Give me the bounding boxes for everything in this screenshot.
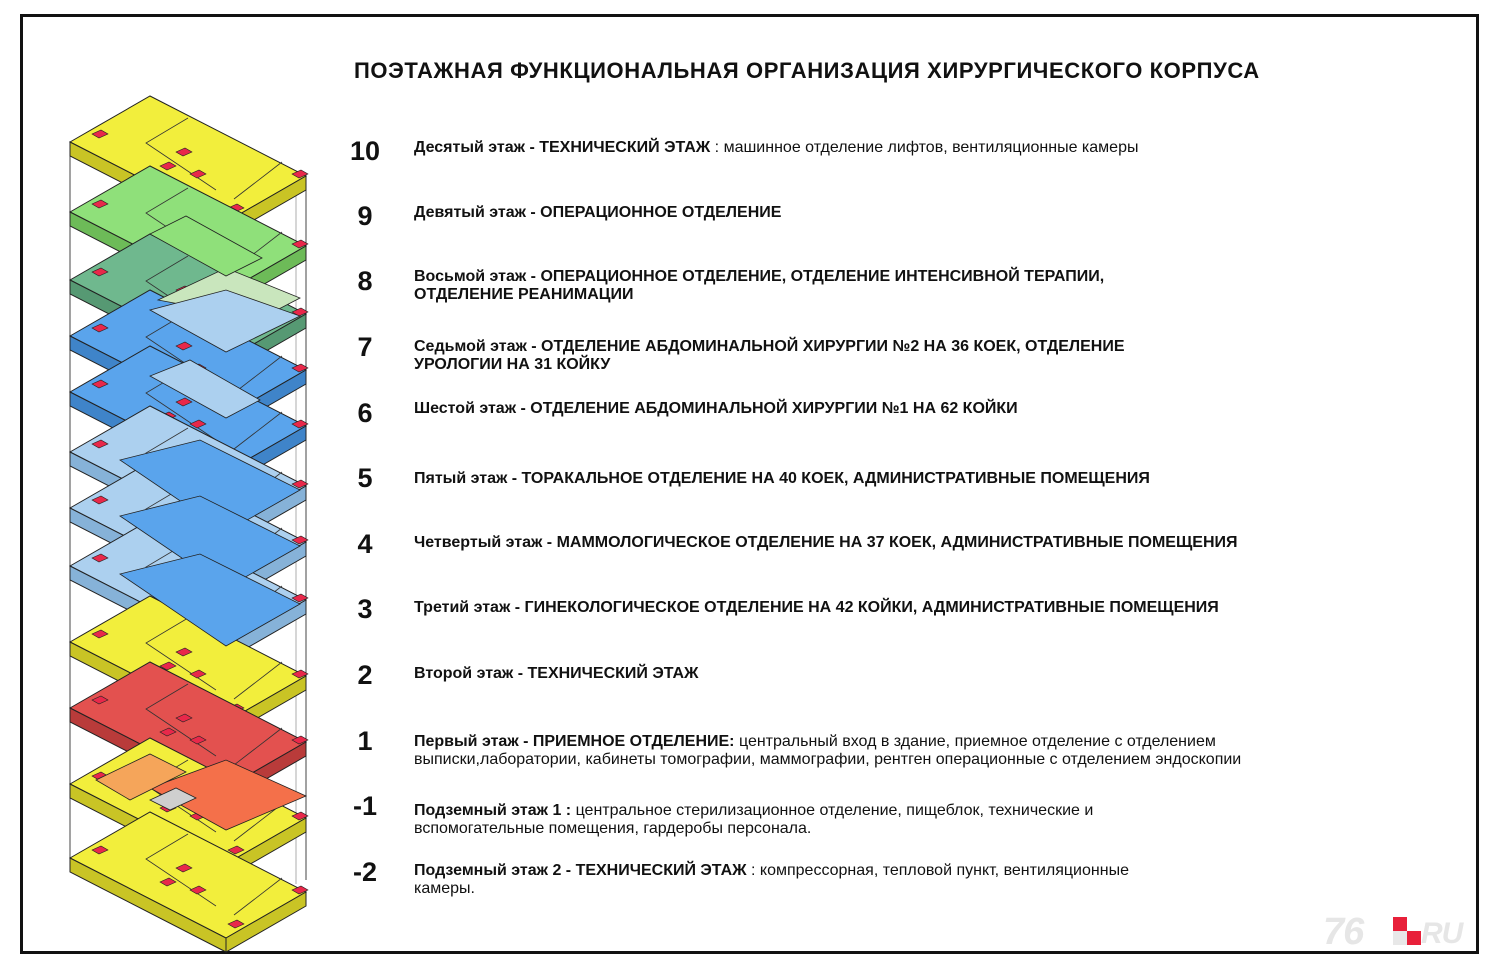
watermark-red-square <box>1407 931 1421 945</box>
floor-label: Третий этаж <box>414 599 511 616</box>
floor-number: 1 <box>357 726 373 756</box>
floor-department: ТЕХНИЧЕСКИЙ ЭТАЖ <box>575 862 747 879</box>
floor-separator: - <box>542 534 557 551</box>
floor-label: Пятый этаж <box>414 470 508 487</box>
floor-number: 8 <box>357 266 373 296</box>
floor-label: Четвертый этаж <box>414 534 543 551</box>
floor-label: Второй этаж <box>414 665 514 682</box>
floor-description <box>414 139 1404 157</box>
floor-department: ТЕХНИЧЕСКИЙ ЭТАЖ <box>527 665 699 682</box>
watermark-logo <box>1323 909 1463 953</box>
floor-label: Седьмой этаж <box>414 338 527 355</box>
floor-separator: - <box>510 599 525 616</box>
watermark-number: 76 <box>1323 911 1364 953</box>
floor-number: 10 <box>349 136 381 166</box>
floor-description <box>414 534 1404 552</box>
floor-department: ГИНЕКОЛОГИЧЕСКОЕ ОТДЕЛЕНИЕ НА 42 КОЙКИ, АДМИНИСТРАТИВНЫЕ ПОМЕЩЕНИЯ <box>524 599 1219 616</box>
floor-label: Восьмой этаж <box>414 268 527 285</box>
floor-number: 6 <box>357 398 373 428</box>
floor-separator: - <box>526 268 541 285</box>
page-title: ПОЭТАЖНАЯ ФУНКЦИОНАЛЬНАЯ ОРГАНИЗАЦИЯ ХИРУРГИЧЕСКОГО КОРПУСА <box>354 58 1260 83</box>
floor-label: Подземный этаж 1 <box>414 802 562 819</box>
floor-label: Подземный этаж 2 <box>414 862 562 879</box>
floor-number: -2 <box>352 857 377 887</box>
floor-description <box>414 400 1404 418</box>
floor-separator: - <box>518 733 533 750</box>
floor-department: ОПЕРАЦИОННОЕ ОТДЕЛЕНИЕ <box>540 204 782 221</box>
floor-department: ОТДЕЛЕНИЕ АБДОМИНАЛЬНОЙ ХИРУРГИИ №2 НА 36 КОЕК, ОТДЕЛЕНИЕ УРОЛОГИИ НА 31 КОЙКУ <box>414 338 1125 373</box>
floor-department: ТЕХНИЧЕСКИЙ ЭТАЖ <box>539 139 711 156</box>
floor-detail: : компрессорная, тепловой пункт, вентиляционные камеры. <box>414 862 1129 897</box>
floor-number: -1 <box>352 791 377 821</box>
floor-separator: - <box>516 400 531 417</box>
floor-department: ОПЕРАЦИОННОЕ ОТДЕЛЕНИЕ, ОТДЕЛЕНИЕ ИНТЕНСИВНОЙ ТЕРАПИИ, ОТДЕЛЕНИЕ РЕАНИМАЦИИ <box>414 268 1105 303</box>
floor-description <box>414 599 1404 617</box>
floor-description <box>414 802 1134 837</box>
floor-separator: - <box>525 139 540 156</box>
floor-department: МАММОЛОГИЧЕСКОЕ ОТДЕЛЕНИЕ НА 37 КОЕК, АДМИНИСТРАТИВНЫЕ ПОМЕЩЕНИЯ <box>556 534 1238 551</box>
floor-department: ОТДЕЛЕНИЕ АБДОМИНАЛЬНОЙ ХИРУРГИИ №1 НА 62 КОЙКИ <box>530 400 1018 417</box>
watermark-red-square <box>1393 917 1407 931</box>
floor-department: ТОРАКАЛЬНОЕ ОТДЕЛЕНИЕ НА 40 КОЕК, АДМИНИСТРАТИВНЫЕ ПОМЕЩЕНИЯ <box>521 470 1150 487</box>
floor-description <box>414 204 1404 222</box>
floor-number: 4 <box>357 529 373 559</box>
floor-label: Первый этаж <box>414 733 519 750</box>
floor-label: Шестой этаж <box>414 400 517 417</box>
floor-label: Десятый этаж <box>414 139 525 156</box>
floor-number: 3 <box>357 594 373 624</box>
floor-number: 5 <box>357 463 373 493</box>
floor-separator: - <box>507 470 522 487</box>
watermark-suffix: RU <box>1421 917 1463 950</box>
floor-number: 9 <box>357 201 373 231</box>
floor-detail: : машинное отделение лифтов, вентиляционные камеры <box>710 139 1139 156</box>
floor-description <box>414 665 1404 683</box>
floor-description <box>414 862 1134 897</box>
floor-separator: - <box>513 665 528 682</box>
floor-detail: центральное стерилизационное отделение, пищеблок, технические и вспомогательные помещения, гардеробы персонала. <box>414 802 1094 837</box>
floor-detail: центральный вход в здание, приемное отделение с отделением выписки,лаборатории, кабинеты томографии, маммографии, рентген операционные с отделением эндоскопии <box>414 733 1242 768</box>
floor-label: Девятый этаж <box>414 204 526 221</box>
floor-number: 7 <box>357 332 373 362</box>
floor-description <box>414 733 1344 768</box>
floor-description <box>414 268 1194 303</box>
floor-description <box>414 338 1194 373</box>
floor-number: 2 <box>357 660 373 690</box>
floor-separator: - <box>526 338 542 355</box>
floor-description <box>414 470 1404 488</box>
floor-separator: - <box>561 862 576 879</box>
floor-department: ПРИЕМНОЕ ОТДЕЛЕНИЕ: <box>532 733 735 750</box>
floor-separator: - <box>525 204 541 221</box>
watermark-grey-square <box>1393 931 1407 945</box>
floor-separator: : <box>561 802 576 819</box>
